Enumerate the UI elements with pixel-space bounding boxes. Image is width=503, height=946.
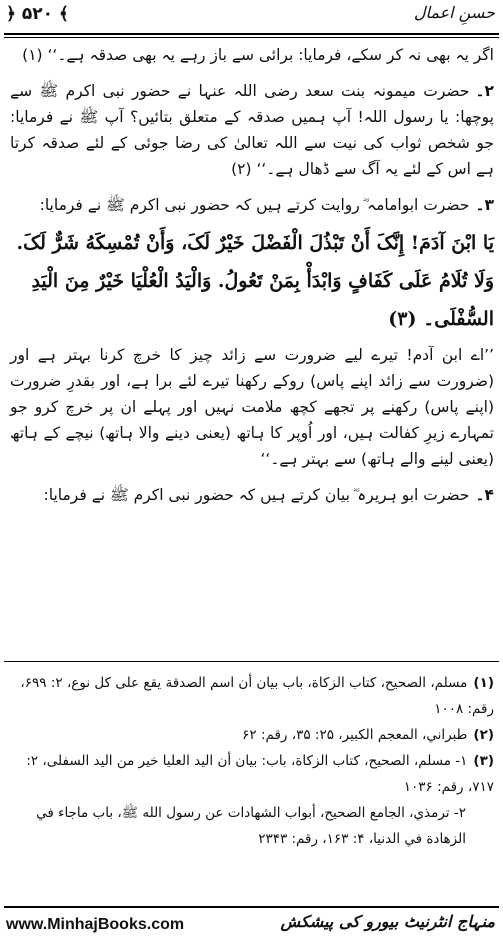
footnote-3b (10, 800, 466, 852)
footnote-number: (۱) (473, 675, 494, 691)
footnote-2 (10, 722, 494, 748)
footnote-text: طبراني، المعجم الكبير، ۲۵: ۳۵، رقم: ۶۲ (242, 727, 468, 743)
footnote-3 (10, 748, 494, 800)
footer-publisher: منہاج انٹرنیٹ بیورو کی پیشکش (280, 912, 495, 931)
footnote-separator (4, 661, 499, 662)
header-rule-thin (4, 37, 499, 38)
item-text: حضرت ابو ہریرہ ؓ بیان کرتے ہیں کہ حضور نبی اکرم ﷺ نے فرمایا: (43, 486, 470, 504)
footnote-number: (۳) (473, 753, 494, 769)
main-text (10, 42, 494, 508)
footnote-1 (10, 670, 494, 722)
footnote-text: ۲- ترمذي، الجامع الصحيح، أبواب الشهادات عن رسول الله ﷺ، باب ماجاء في الزهادة في الدنيا، ۴: ۱۶۳، رقم: ۲۳۴۳ (36, 805, 466, 847)
item-4 (10, 482, 494, 508)
item-text: حضرت ابوامامہ ؓ روایت کرتے ہیں کہ حضور نبی اکرم ﷺ نے فرمایا: (39, 196, 470, 214)
item-number: ۴۔ (475, 486, 494, 504)
arabic-hadith: يَا ابْنَ آدَمَ! إِنَّکَ أَنْ تَبْذُلَ الْفَضْلَ خَيْرٌ لَکَ، وَأَنْ تُمْسِکَهُ شَرٌّ لَکَ. وَلَا تُلَامُ عَلَی کَفَافٍ وَابْدَأْ بِمَنْ تَعُولُ. وَالْيَدُ الْعُلْيَا خَيْرٌ مِنَ الْيَدِ السُّفْلَی۔ (۳) (16, 232, 494, 330)
intro-paragraph: اگر یہ بھی نہ کر سکے، فرمایا: برائی سے باز رہے یہ بھی صدقہ ہے۔‘‘ (۱) (22, 46, 494, 64)
hadith-translation: ’’اے ابن آدم! تیرے لیے ضرورت سے زائد چیز کا خرچ کرنا بہتر ہے اور (ضرورت سے زائد اپنے پاس) روکے رکھنا تیرے لئے برا ہے، اور بقدرِ ضرورت (اپنے پاس) رکھنے پر تجھے کچھ ملامت نہیں اور پہلے ان پر خرچ کرو جو تمہارے زیرِ کفالت ہیں، اور اُوپر کا ہاتھ (یعنی دینے والا ہاتھ) نیچے کے ہاتھ (یعنی لینے والے ہاتھ) سے بہتر ہے۔‘‘ (10, 346, 494, 468)
item-3 (10, 192, 494, 218)
footnote-number: (۲) (473, 727, 494, 743)
page-header (0, 0, 503, 36)
footnotes (10, 670, 494, 852)
footer-url-link[interactable]: www.MinhajBooks.com (6, 916, 185, 933)
item-2 (10, 78, 494, 182)
header-rule (4, 33, 499, 35)
item-number: ۲۔ (475, 82, 494, 100)
item-number: ۳۔ (475, 196, 494, 214)
running-title: حسنِ اعمال (413, 3, 495, 22)
footnote-text: ۱- مسلم، الصحيح، كتاب الزكاة، باب: بيان أن اليد العليا خير من اليد السفلى، ۲: ۷۱۷، رقم: ۱۰۳۶ (26, 753, 494, 795)
page-number: ﴿ ۵۲۰ ﴾ (6, 4, 69, 24)
footer-rule (4, 906, 499, 908)
item-text: حضرت میمونہ بنت سعد رضی اللہ عنہا نے حضور نبی اکرم ﷺ سے پوچھا: یا رسول اللہ! آپ ہمیں صدقہ کے متعلق بتائیں؟ آپ ﷺ نے فرمایا: جو شخص ثواب کی نیت سے اللہ تعالیٰ کی رضا جوئی کے لئے صدقہ کرتا ہے اس کے لئے یہ آگ سے ڈھال ہے۔‘‘ (۲) (10, 82, 494, 178)
footnote-text: مسلم، الصحيح، كتاب الزكاة، باب بيان أن اسم الصدقة يقع على كل نوع، ۲: ۶۹۹، رقم: ۱۰۰۸ (20, 675, 494, 717)
